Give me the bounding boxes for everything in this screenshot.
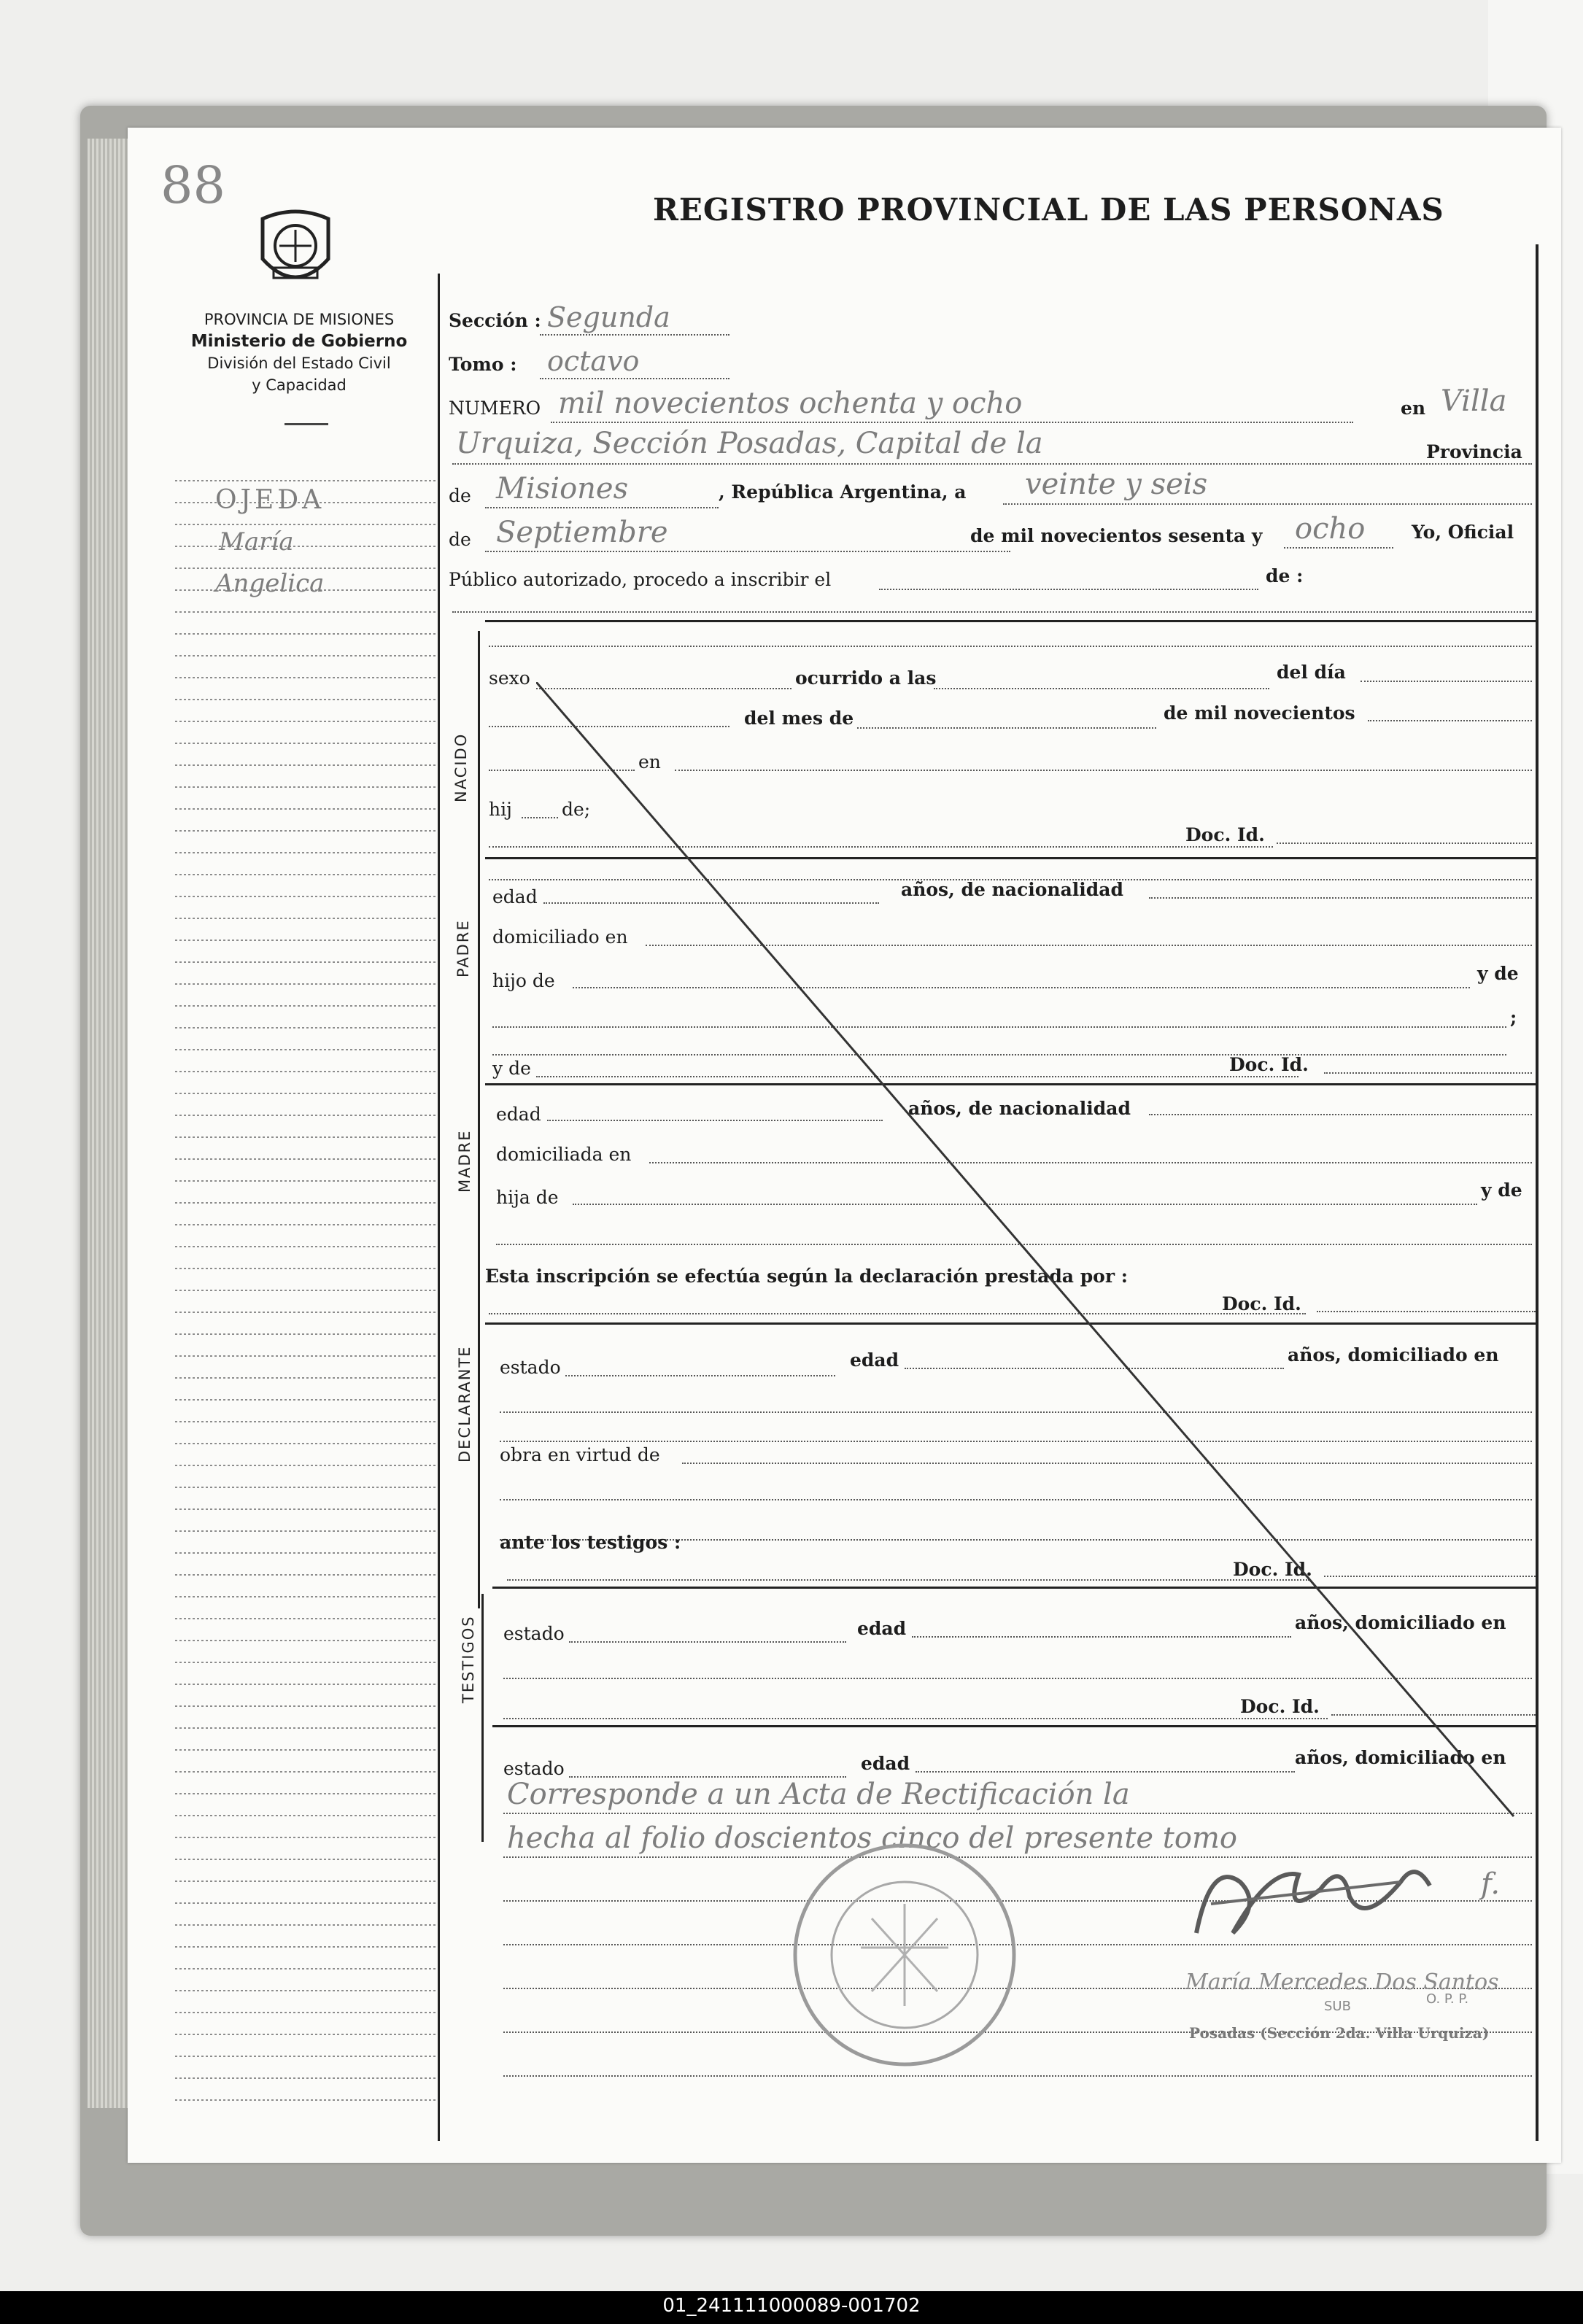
tomo-line (540, 378, 729, 379)
testigo-1-estado-label: estado (503, 1623, 565, 1644)
de-mil-nov-label: de mil novecientos (1164, 702, 1355, 724)
cancellation-diagonal (536, 682, 1521, 1820)
seccion-label: Sección : (449, 310, 541, 331)
nacido-line-0 (489, 646, 1532, 647)
seccion-line (540, 334, 729, 336)
provincia-line (485, 507, 719, 508)
margin-note-surname: OJEDA (215, 485, 325, 515)
testigo-2-edad-label: edad (861, 1753, 910, 1774)
header-line-1: PROVINCIA DE MISIONES (204, 311, 395, 328)
sexo-label: sexo (489, 667, 530, 689)
register-page (128, 128, 1561, 2163)
nota-text-2: hecha al folio doscientos cinco del presente tomo (507, 1821, 1237, 1855)
nacido-top-rule (485, 620, 1536, 622)
ocurrido-label: ocurrido a las (795, 667, 937, 689)
doc-id-nacido: Doc. Id. (1185, 824, 1265, 845)
provincia-value: Misiones (496, 472, 629, 506)
seccion-value: Segunda (547, 301, 670, 333)
nacido-section-label: NACIDO (452, 732, 470, 802)
testigo-1-edad-label: edad (857, 1618, 907, 1639)
en-label: en (1401, 398, 1426, 419)
obra-label: obra en virtud de (500, 1444, 660, 1465)
page-title: REGISTRO PROVINCIAL DE LAS PERSONAS (653, 192, 1444, 228)
padre-domicilio-label: domiciliado en (492, 926, 628, 948)
testigo-2-dom-label: años, domiciliado en (1295, 1747, 1506, 1768)
doc-id-testigo-2: Doc. Id. (1240, 1696, 1320, 1717)
location-line (452, 463, 1532, 465)
margin-note-name-1: María (219, 527, 294, 557)
page-stack-edge (88, 139, 131, 2108)
numero-label: NUMERO (449, 398, 541, 419)
header-line-3: División del Estado Civil (207, 355, 391, 372)
declarante-dom-label: años, domiciliado en (1288, 1344, 1499, 1366)
publico-label: Público autorizado, procedo a inscribir el (449, 569, 832, 590)
madre-hija-de-label: hija de (496, 1187, 559, 1208)
fecha-dia-line (1003, 503, 1532, 505)
padre-y-de-2-label: y de (492, 1058, 531, 1079)
declarante-side-rule (478, 1331, 480, 1608)
fecha-dia-value: veinte y seis (1025, 468, 1208, 501)
padre-section-label: PADRE (454, 919, 472, 977)
en-nac-label: en (638, 751, 661, 772)
inscribir-line (879, 589, 1258, 590)
padre-hijo-de-label: hijo de (492, 970, 555, 991)
margin-note-name-2: Angelica (215, 569, 325, 598)
de-mil-label: de mil novecientos sesenta y (970, 525, 1263, 546)
de-label-2: de (449, 529, 471, 550)
padre-y-de-label: y de (1477, 963, 1519, 984)
republica-label: , República Argentina, a (719, 481, 967, 503)
signature-initial: f. (1481, 1867, 1501, 1901)
declarante-estado-label: estado (500, 1357, 561, 1378)
margin-ruled-lines (175, 460, 438, 2115)
doc-id-declarante: Doc. Id. (1222, 1293, 1301, 1314)
declarante-edad-label: edad (850, 1349, 899, 1371)
del-mes-label: del mes de (744, 708, 854, 729)
coat-of-arms-icon (252, 201, 339, 299)
testigos-side-rule (481, 1594, 484, 1842)
padre-edad-label: edad (492, 886, 538, 907)
de-colon-label: de : (1266, 565, 1304, 586)
ministry-header (157, 309, 441, 396)
padre-semicolon: ; (1510, 1007, 1517, 1028)
madre-nac-label: años, de nacionalidad (908, 1098, 1131, 1119)
testigo-2-estado-label: estado (503, 1758, 565, 1779)
de-label-1: de (449, 485, 471, 506)
header-line-2: Ministerio de Gobierno (190, 332, 408, 351)
tomo-label: Tomo : (449, 354, 517, 375)
signatory-role-1: SUB (1324, 1999, 1351, 2014)
del-dia-label: del día (1277, 662, 1346, 683)
nota-line-7 (503, 2075, 1532, 2077)
footer-id: 01_241111000089-001702 (662, 2295, 921, 2317)
de-semi-label: de; (562, 799, 591, 820)
numero-line (551, 422, 1353, 423)
signatory-name: María Mercedes Dos Santos (1185, 1969, 1499, 1995)
signatory-role-2: O. P. P. (1426, 1991, 1469, 2007)
nota-text-1: Corresponde a un Acta de Rectificación la (507, 1778, 1130, 1811)
form-left-border (438, 274, 440, 2141)
en-value-1: Villa (1441, 384, 1507, 418)
madre-section-label: MADRE (456, 1129, 473, 1193)
testigos-section-label: TESTIGOS (460, 1615, 477, 1703)
signature-mark (1182, 1831, 1466, 1955)
doc-id-padre: Doc. Id. (1229, 1054, 1309, 1075)
testigo-1-dom-label: años, domiciliado en (1295, 1612, 1506, 1633)
testigos-label: ante los testigos : (500, 1532, 681, 1553)
doc-id-testigo-1: Doc. Id. (1233, 1559, 1312, 1580)
declarante-section-label: DECLARANTE (456, 1345, 473, 1463)
numero-value: mil novecientos ochenta y ocho (558, 387, 1023, 420)
form-right-border (1536, 244, 1539, 2141)
yo-oficial-label: Yo, Oficial (1412, 522, 1514, 543)
en-value-2: Urquiza, Sección Posadas, Capital de la (456, 427, 1043, 460)
mes-value: Septiembre (496, 516, 668, 549)
madre-y-de-label: y de (1481, 1180, 1522, 1201)
inscripcion-label: Esta inscripción se efectúa según la declaración prestada por : (485, 1266, 1128, 1287)
page-number: 88 (160, 155, 226, 215)
anio-line (1284, 547, 1393, 549)
madre-domicilio-label: domiciliada en (496, 1144, 632, 1165)
anio-value: ocho (1295, 512, 1366, 546)
signatory-place: Posadas (Sección 2da. Villa Urquiza) (1189, 2024, 1490, 2042)
inscribir-line-2 (452, 611, 1532, 613)
madre-edad-label: edad (496, 1104, 541, 1125)
hij-label: hij (489, 799, 512, 820)
official-seal (788, 1838, 1021, 2072)
header-line-4: y Capacidad (252, 376, 347, 394)
tomo-value: octavo (547, 345, 640, 377)
padre-nac-label: años, de nacionalidad (901, 879, 1123, 900)
provincia-label: Provincia (1426, 441, 1522, 462)
mes-line (485, 551, 1010, 552)
header-rule (285, 423, 328, 425)
